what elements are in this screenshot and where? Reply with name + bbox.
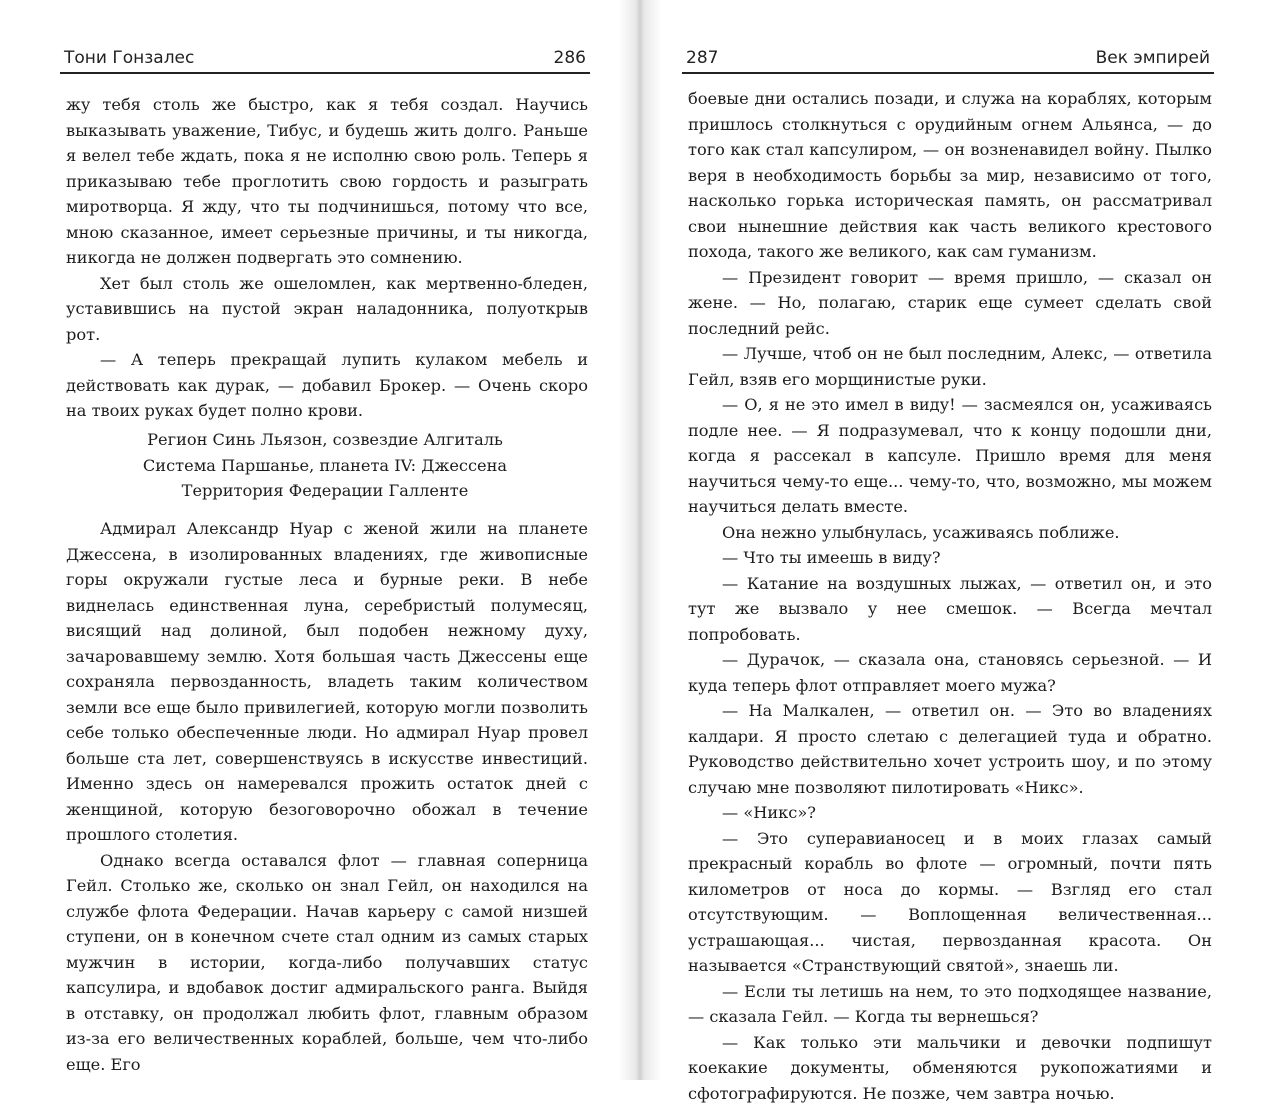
paragraph: — Катание на воздушных лыжах, — ответил он, и это тут же вызвало у нее смешок. — Всегда мечтал попробовать. (688, 571, 1212, 648)
paragraph: — А теперь прекращай лупить кулаком мебель и действовать как дурак, — добавил Брокер. — Очень скоро на твоих руках будет полно крови. (66, 347, 588, 424)
section-heading-line: Система Паршанье, планета IV: Джессена (60, 453, 590, 479)
left-running-head (60, 42, 590, 74)
left-top-text (66, 92, 588, 424)
paragraph: — Если ты летишь на нем, то это подходящее название, — сказала Гейл. — Когда ты вернешься? (688, 979, 1212, 1030)
paragraph: — «Никс»? (688, 800, 1212, 826)
paragraph: Хет был столь же ошеломлен, как мертвенно-бледен, уставившись на пустой экран наладонника, полуоткрыв рот. (66, 271, 588, 348)
paragraph: — Лучше, чтоб он не был последним, Алекс, — ответила Гейл, взяв его морщинистые руки. (688, 341, 1212, 392)
section-heading-line: Регион Синь Льязон, созвездие Алгиталь (60, 427, 590, 453)
left-page (60, 0, 590, 1080)
left-bottom-text (66, 516, 588, 1077)
paragraph: — Как только эти мальчики и девочки подпишут коекакие документы, обменяются рукопожатиями и сфотографируются. Не позже, чем завтра ночью. (688, 1030, 1212, 1106)
paragraph: Она нежно улыбнулась, усаживаясь поближе. (688, 520, 1212, 546)
right-page (682, 0, 1214, 1080)
author-name: Тони Гонзалес (64, 48, 194, 68)
paragraph: — Президент говорит — время пришло, — сказал он жене. — Но, полагаю, старик еще сумеет сделать свой последний рейс. (688, 265, 1212, 342)
paragraph: — На Малкален, — ответил он. — Это во владениях калдари. Я просто слетаю с делегацией туда и обратно. Руководство действительно хочет устроить шоу, и по этому случаю мне позволяют пилотировать «Никс». (688, 698, 1212, 800)
section-heading-line: Территория Федерации Галленте (60, 478, 590, 504)
page-number-left: 286 (554, 48, 586, 68)
right-text (688, 86, 1212, 1106)
page-number-right: 287 (686, 48, 718, 68)
section-heading (60, 427, 590, 504)
paragraph: — Что ты имеешь в виду? (688, 545, 1212, 571)
book-gutter (618, 0, 662, 1080)
paragraph: жу тебя столь же быстро, как я тебя создал. Научись выказывать уважение, Тибус, и будешь жить долго. Раньше я велел тебе ждать, пока я не исполню свою роль. Теперь я приказываю тебе проглотить свою гордость и разыграть миротворца. Я жду, что ты подчинишься, потому что все, мною сказанное, имеет серьезные причины, и ты никогда, никогда не должен подвергать это сомнению. (66, 92, 588, 271)
paragraph: боевые дни остались позади, и служа на кораблях, которым пришлось столкнуться с орудийным огнем Альянса, — до того как стал капсулиром, — он возненавидел войну. Пылко веря в необходимость борьбы за мир, независимо от того, насколько горька историческая память, он рассматривал свои нынешние действия как часть великого крестового похода, такого же великого, как сам гуманизм. (688, 86, 1212, 265)
book-title: Век эмпирей (1096, 48, 1210, 68)
paragraph: — О, я не это имел в виду! — засмеялся он, усаживаясь подле нее. — Я подразумевал, что к концу подошли дни, когда я рассекал в капсуле. Пришло время для меня научиться чему-то еще... чему-то, что, возможно, мы можем научиться делать вместе. (688, 392, 1212, 520)
right-running-head (682, 42, 1214, 74)
paragraph: Однако всегда оставался флот — главная соперница Гейл. Столько же, сколько он знал Гейл, он находился на службе флота Федерации. Начав карьеру с самой низшей ступени, он в конечном счете стал одним из самых старых мужчин в истории, когда-либо получавших статус капсулира, и вдобавок достиг адмиральского ранга. Выйдя в отставку, он продолжал любить флот, главным образом из-за его величественных кораблей, больше, чем что-либо еще. Его (66, 848, 588, 1078)
paragraph: — Это суперавианосец и в моих глазах самый прекрасный корабль во флоте — огромный, почти пять километров от носа до кормы. — Взгляд его стал отсутствующим. — Воплощенная величественная... устрашающая... чистая, первозданная красота. Он называется «Странствующий святой», знаешь ли. (688, 826, 1212, 979)
paragraph: — Дурачок, — сказала она, становясь серьезной. — И куда теперь флот отправляет моего мужа? (688, 647, 1212, 698)
paragraph: Адмирал Александр Нуар с женой жили на планете Джессена, в изолированных владениях, где живописные горы окружали густые леса и бурные реки. В небе виднелась единственная луна, серебристый полумесяц, висящий над долиной, был подобен нежному духу, зачаровавшему землю. Хотя большая часть Джессены еще сохраняла первозданность, владеть таким количеством земли все еще было привилегией, которую могли позволить себе только обеспеченные люди. Но адмирал Нуар провел больше ста лет, совершенствуясь в искусстве инвестиций. Именно здесь он намеревался прожить остаток дней с женщиной, которую безоговорочно обожал в течение прошлого столетия. (66, 516, 588, 848)
